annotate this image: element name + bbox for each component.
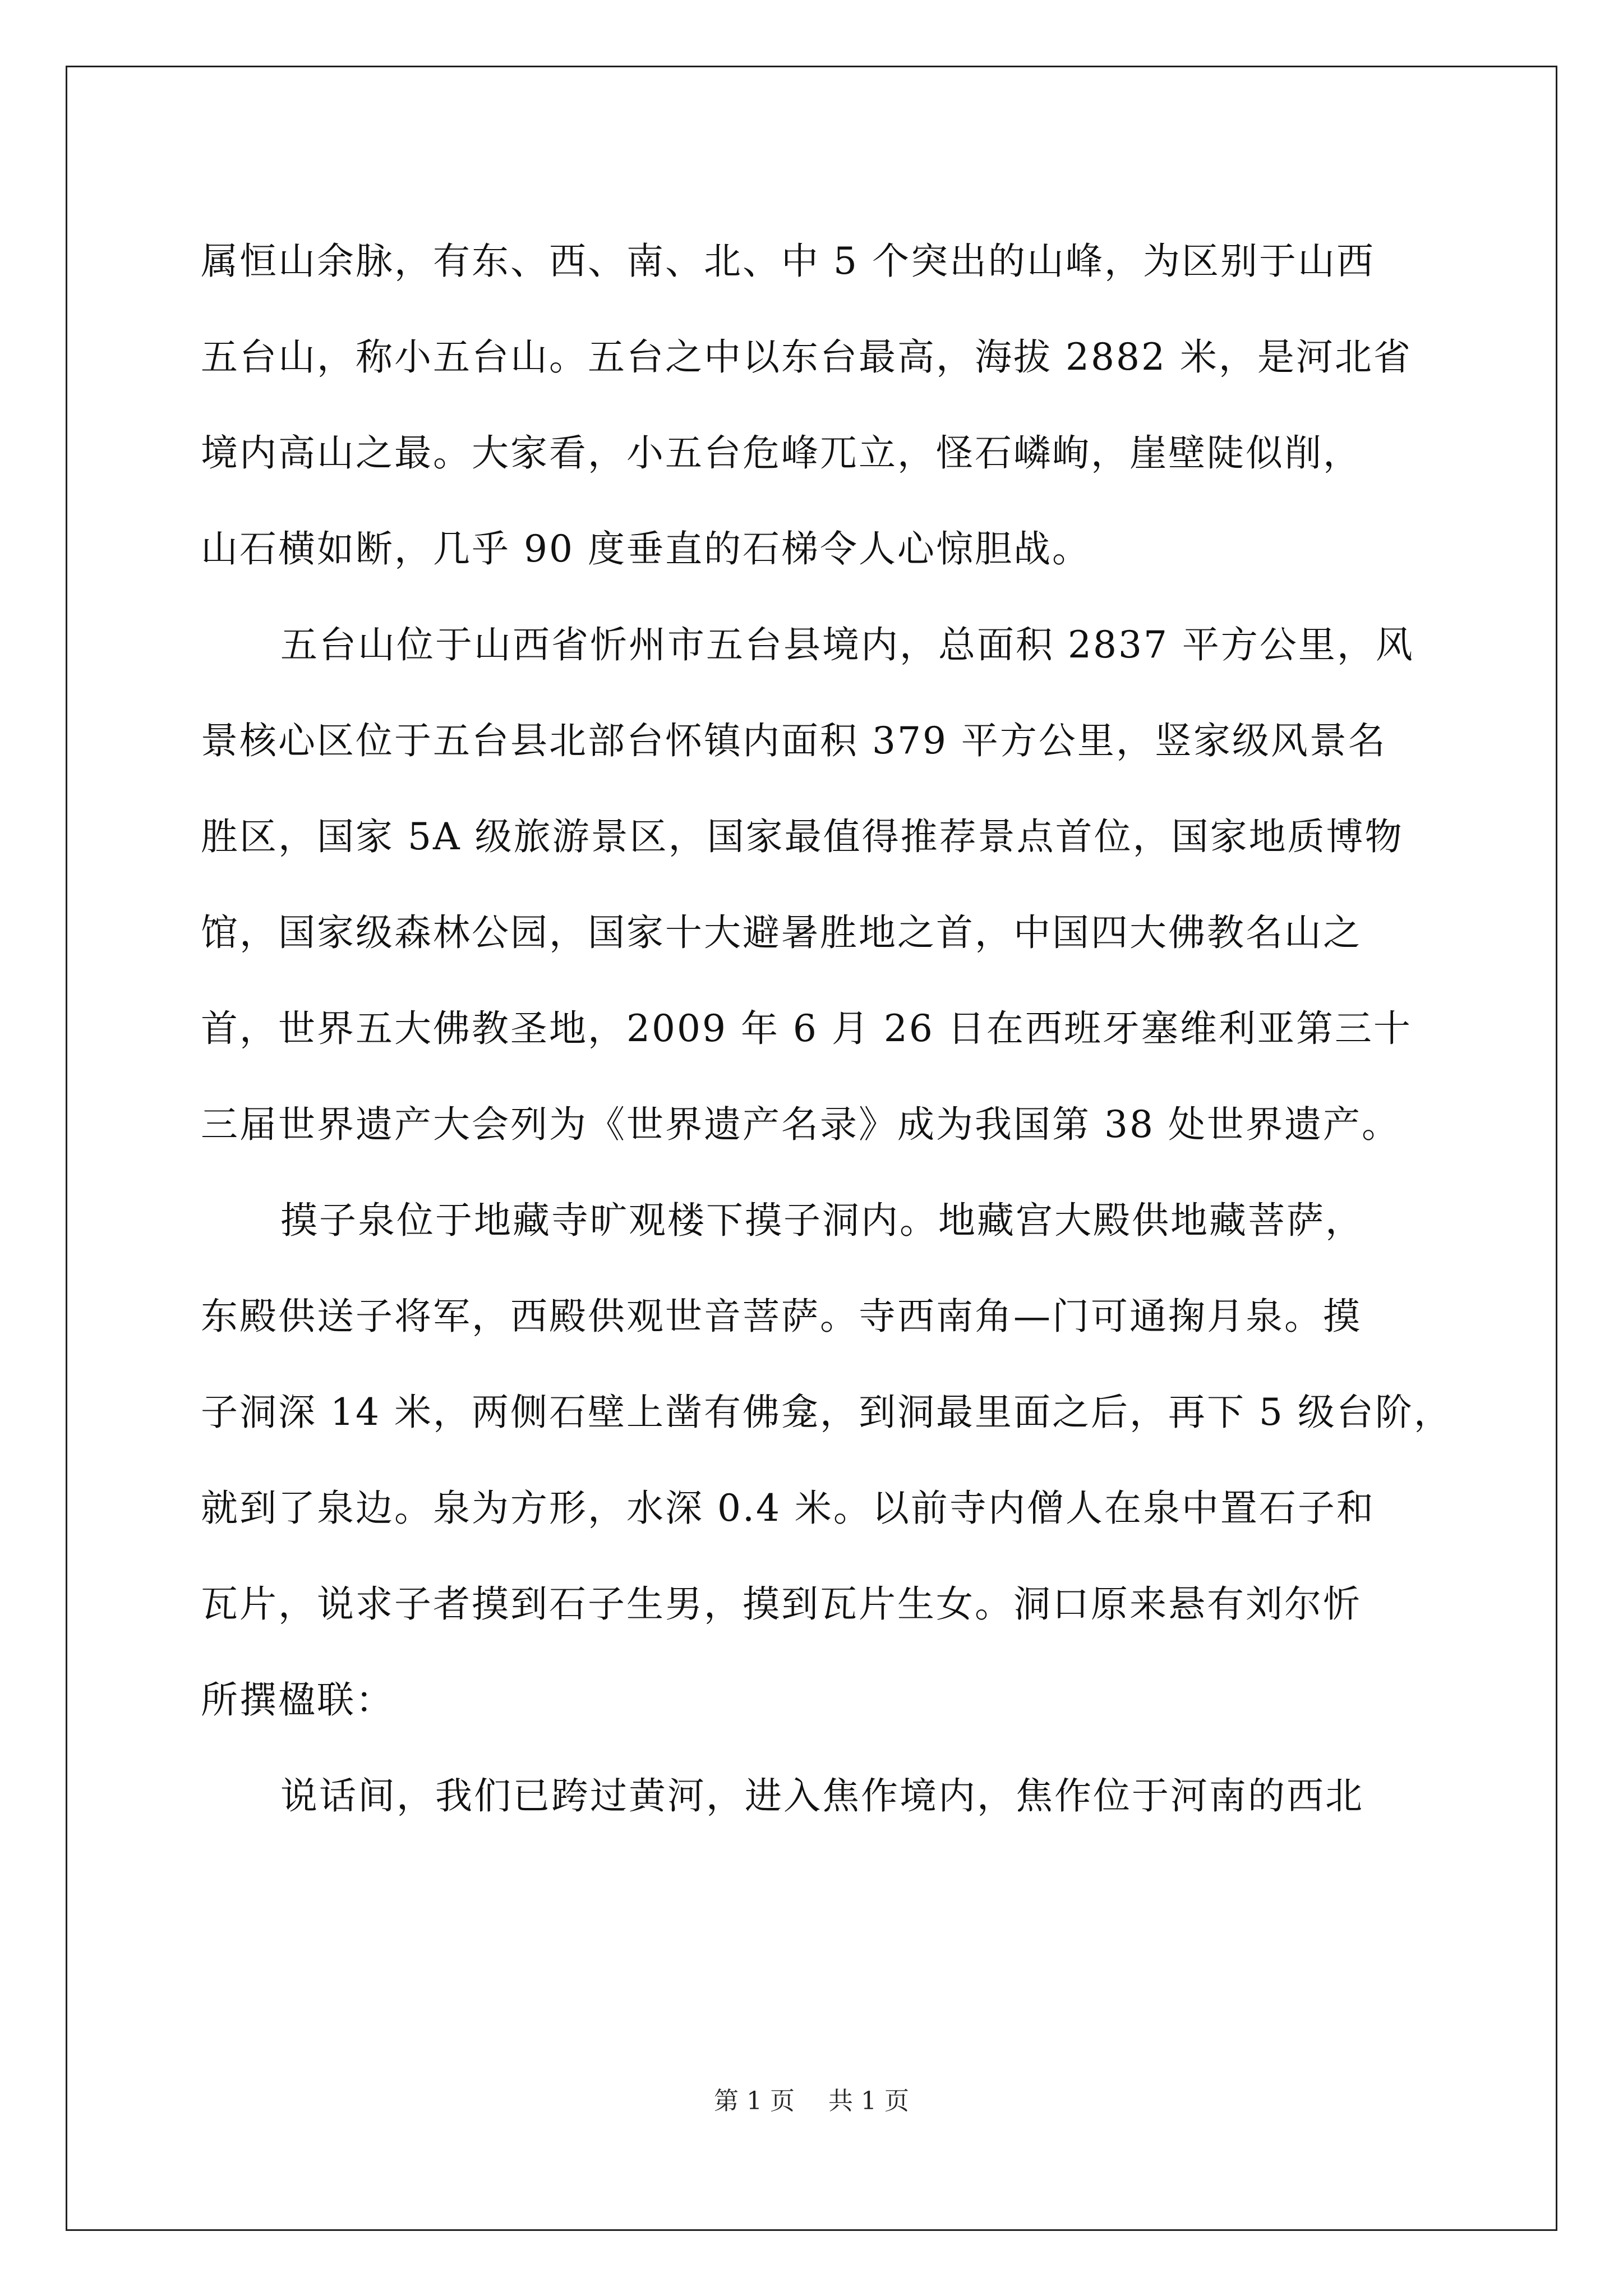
text-line-2: 五台山，称小五台山。五台之中以东台最高，海拔 2882 米，是河北省 — [201, 335, 1412, 379]
text-line-14: 就到了泉边。泉为方形，水深 0.4 米。以前寺内僧人在泉中置石子和 — [201, 1487, 1375, 1530]
text-line-17: 说话间，我们已跨过黄河，进入焦作境内，焦作位于河南的西北 — [280, 1774, 1364, 1818]
text-line-11: 摸子泉位于地藏寺旷观楼下摸子洞内。地藏宫大殿供地藏菩萨， — [280, 1199, 1364, 1242]
text-line-13: 子洞深 14 米，两侧石壁上凿有佛龛，到洞最里面之后，再下 5 级台阶， — [201, 1391, 1453, 1434]
page-footer — [0, 2085, 1623, 2118]
text-line-1: 属恒山余脉，有东、西、南、北、中 5 个突出的山峰，为区别于山西 — [201, 240, 1375, 283]
text-line-15: 瓦片，说求子者摸到石子生男，摸到瓦片生女。洞口原来悬有刘尔忻 — [201, 1582, 1362, 1626]
text-line-16: 所撰楹联： — [201, 1678, 394, 1722]
text-line-12: 东殿供送子将军，西殿供观世音菩萨。寺西南角—门可通掬月泉。摸 — [201, 1295, 1362, 1338]
text-line-7: 胜区，国家 5A 级旅游景区，国家最值得推荐景点首位，国家地质博物 — [201, 815, 1404, 858]
text-line-10: 三届世界遗产大会列为《世界遗产名录》成为我国第 38 处世界遗产。 — [201, 1103, 1400, 1146]
page-number: 第 1 页 — [714, 2087, 795, 2115]
page-total: 共 1 页 — [828, 2087, 909, 2115]
text-line-5: 五台山位于山西省忻州市五台县境内，总面积 2837 平方公里，风 — [280, 623, 1414, 666]
document-body — [201, 213, 1453, 1844]
text-line-4: 山石横如断，几乎 90 度垂直的石梯令人心惊胆战。 — [201, 527, 1091, 570]
text-line-8: 馆，国家级森林公园，国家十大避暑胜地之首，中国四大佛教名山之 — [201, 911, 1362, 954]
text-line-6: 景核心区位于五台县北部台怀镇内面积 379 平方公里，竖家级风景名 — [201, 719, 1387, 762]
text-line-9: 首，世界五大佛教圣地，2009 年 6 月 26 日在西班牙塞维利亚第三十 — [201, 1007, 1412, 1050]
text-line-3: 境内高山之最。大家看，小五台危峰兀立，怪石嶙峋，崖壁陡似削， — [201, 431, 1362, 475]
